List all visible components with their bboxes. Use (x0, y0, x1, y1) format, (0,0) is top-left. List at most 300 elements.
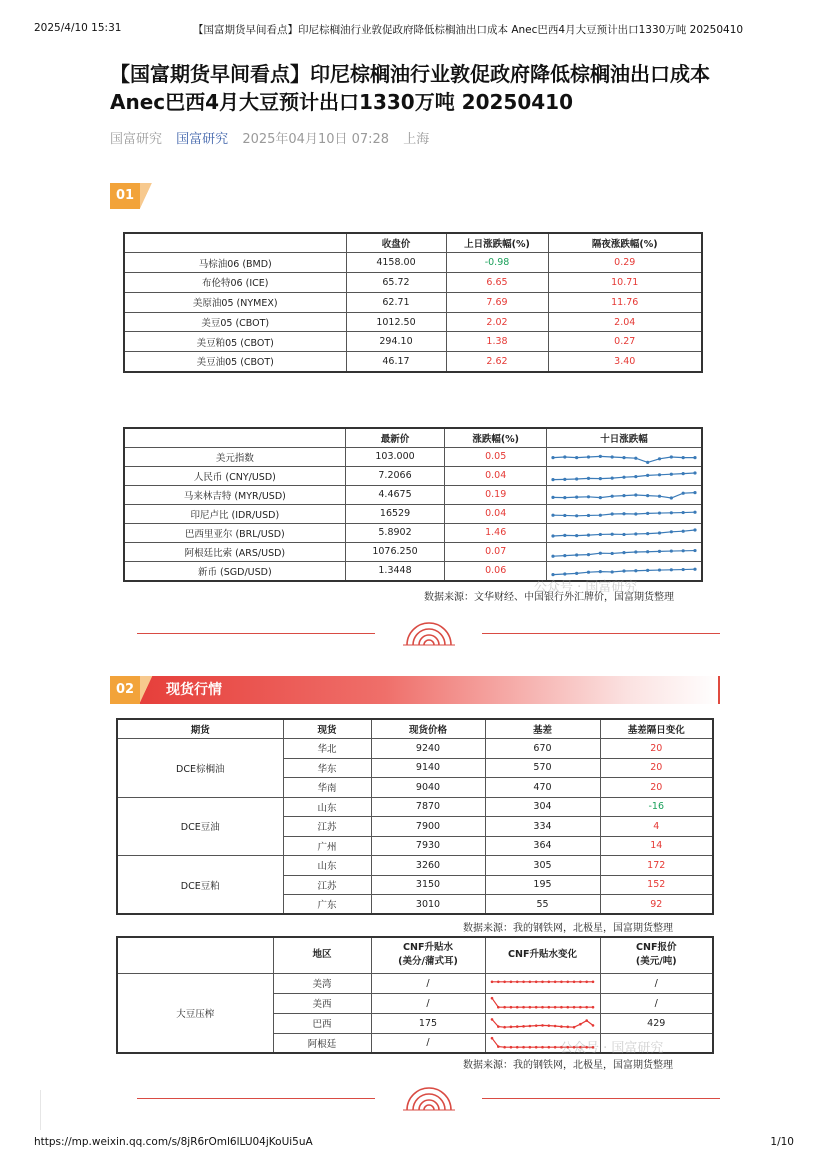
sparkline-point (497, 981, 500, 984)
cell-region: 江苏 (283, 875, 371, 895)
cell-basis: 304 (485, 797, 600, 817)
table-row (124, 523, 702, 542)
watermark: 公众号 · 国富研究 (560, 1041, 664, 1056)
sparkline-point (534, 1024, 537, 1027)
col-header: CNF报价 (美元/吨) (600, 937, 713, 973)
table-header-row (124, 233, 702, 253)
spot-table (116, 718, 714, 915)
sparkline-point (611, 512, 614, 515)
sparkline-point (682, 472, 685, 475)
cell-region: 华南 (283, 778, 371, 798)
cell-close: 65.72 (346, 273, 446, 293)
print-title: 【国富期货早间看点】印尼棕榈油行业敦促政府降低棕榈油出口成本 Anec巴西4月大豆预计出口1330万吨 20250410 (193, 24, 744, 36)
sparkline-point (693, 528, 696, 531)
cell-basis: 55 (485, 895, 600, 915)
sparkline-point (490, 981, 493, 984)
cell-overnight: 0.27 (548, 332, 702, 352)
sparkline-point (693, 567, 696, 570)
sparkline-point (553, 1025, 556, 1028)
cell-name: 美豆油05 (CBOT) (124, 352, 346, 372)
sparkline-chart (547, 467, 701, 485)
sparkline-point (551, 534, 554, 537)
publish-datetime: 2025年04月10日 07:28 (242, 132, 390, 147)
divider-line (137, 633, 375, 634)
cell-close: 4158.00 (346, 253, 446, 273)
sparkline-point (547, 1024, 550, 1027)
cell-region: 广东 (283, 895, 371, 915)
sparkline-point (611, 494, 614, 497)
sparkline-point (670, 530, 673, 533)
cell-prev-change: 2.62 (446, 352, 548, 372)
sparkline-point (509, 1046, 512, 1049)
sparkline-point (599, 496, 602, 499)
sparkline-point (497, 1045, 500, 1048)
sparkline-point (658, 494, 661, 497)
sparkline-point (634, 550, 637, 553)
sparkline-point (670, 496, 673, 499)
watermark: 公众号 · 国富研究 (534, 580, 638, 595)
divider-line (137, 1098, 375, 1099)
sparkline-point (503, 1026, 506, 1029)
cell-last: 7.2066 (345, 466, 445, 485)
sparkline-point (572, 1006, 575, 1009)
table-row (124, 447, 702, 466)
location: 上海 (403, 132, 430, 147)
sparkline-point (551, 456, 554, 459)
sparkline-point (622, 475, 625, 478)
sparkline-point (591, 981, 594, 984)
col-header: 最新价 (345, 428, 445, 447)
table-row (124, 292, 702, 312)
sparkline-point (490, 997, 493, 1000)
cell-premium: / (371, 993, 485, 1013)
sparkline-point (670, 472, 673, 475)
cell-region: 美湾 (273, 973, 371, 993)
page-url[interactable]: https://mp.weixin.qq.com/s/8jR6rOml6lLU04jKoUi5uA (34, 1136, 313, 1148)
cell-close: 46.17 (346, 352, 446, 372)
sparkline-point (682, 529, 685, 532)
cell-change: 20 (600, 758, 713, 778)
col-header: 涨跌幅(%) (445, 428, 547, 447)
sparkline-point (646, 473, 649, 476)
sparkline-point (587, 533, 590, 536)
cell-overnight: 10.71 (548, 273, 702, 293)
print-datetime: 2025/4/10 15:31 (34, 22, 122, 34)
sparkline-point (551, 478, 554, 481)
col-header (124, 428, 345, 447)
sparkline-point (682, 510, 685, 513)
col-header (124, 233, 346, 253)
sparkline-point (622, 532, 625, 535)
sparkline-point (599, 454, 602, 457)
col-header: 现货价格 (371, 719, 485, 739)
sparkline-point (572, 981, 575, 984)
sparkline-chart (486, 974, 599, 992)
sparkline-point (591, 1024, 594, 1027)
account-link[interactable]: 国富研究 (176, 132, 229, 147)
sparkline-point (563, 572, 566, 575)
sparkline-point (541, 1024, 544, 1027)
sparkline-point (551, 554, 554, 557)
sparkline-point (534, 1046, 537, 1049)
sparkline-point (547, 981, 550, 984)
cell-basis: 470 (485, 778, 600, 798)
sparkline-point (575, 571, 578, 574)
cell-region: 美西 (273, 993, 371, 1013)
page-number: 1/10 (770, 1136, 794, 1148)
sparkline-point (646, 460, 649, 463)
cell-region: 广州 (283, 836, 371, 856)
sparkline-chart (547, 448, 701, 466)
cell-premium: / (371, 973, 485, 993)
cell-region: 华北 (283, 739, 371, 759)
col-header (117, 937, 273, 973)
cell-name: 马来林吉特 (MYR/USD) (124, 485, 345, 504)
table-row (124, 504, 702, 523)
table-row (117, 856, 713, 876)
sparkline-point (579, 1006, 582, 1009)
cell-basis: 670 (485, 739, 600, 759)
bar-edge (718, 676, 720, 704)
sparkline-point (547, 1006, 550, 1009)
cell-name: 阿根廷比索 (ARS/USD) (124, 542, 345, 561)
sparkline-point (575, 534, 578, 537)
cell-name: 布伦特06 (ICE) (124, 273, 346, 293)
sparkline-point (646, 550, 649, 553)
table-row (124, 273, 702, 293)
table-row (124, 466, 702, 485)
col-header: CNF升贴水变化 (485, 937, 600, 973)
cell-futures: DCE豆粕 (117, 856, 283, 915)
badge-slant (140, 676, 154, 704)
sparkline-point (560, 981, 563, 984)
sparkline-point (566, 981, 569, 984)
col-header: 基差隔日变化 (600, 719, 713, 739)
cell-name: 美豆粕05 (CBOT) (124, 332, 346, 352)
cell-change: 172 (600, 856, 713, 876)
cell-change: 0.07 (445, 542, 547, 561)
cell-change: 92 (600, 895, 713, 915)
sparkline-chart (547, 524, 701, 542)
table-row (124, 542, 702, 561)
sparkline-point (634, 569, 637, 572)
sparkline-point (682, 549, 685, 552)
fx-source-note: 数据来源：文华财经、中国银行外汇牌价，国富期货整理 (424, 592, 674, 603)
sparkline-point (693, 491, 696, 494)
cell-last: 5.8902 (345, 523, 445, 542)
sparkline-point (599, 570, 602, 573)
cell-trend (547, 542, 703, 561)
sparkline-point (599, 477, 602, 480)
print-footer (0, 1136, 826, 1150)
sparkline-point (611, 551, 614, 554)
sparkline-point (585, 981, 588, 984)
cell-basis: 364 (485, 836, 600, 856)
sparkline-point (670, 455, 673, 458)
sparkline-point (503, 1006, 506, 1009)
sparkline-point (563, 554, 566, 557)
table-row (124, 253, 702, 273)
sparkline-point (693, 456, 696, 459)
cell-close: 62.71 (346, 292, 446, 312)
sparkline-point (693, 471, 696, 474)
cell-region: 巴西 (273, 1013, 371, 1033)
cell-name: 马棕油06 (BMD) (124, 253, 346, 273)
cell-prev-change: 2.02 (446, 312, 548, 332)
sparkline-point (658, 549, 661, 552)
sparkline-chart (486, 994, 599, 1012)
cloud-ornament-icon (403, 621, 455, 647)
sparkline-point (551, 513, 554, 516)
sparkline-point (622, 551, 625, 554)
sparkline-point (693, 548, 696, 551)
badge-slant (140, 183, 154, 209)
cell-name: 人民币 (CNY/USD) (124, 466, 345, 485)
sparkline-point (599, 551, 602, 554)
cell-change: 1.46 (445, 523, 547, 542)
author: 国富研究 (110, 132, 163, 147)
col-header: 十日涨跌幅 (547, 428, 703, 447)
cell-region: 华东 (283, 758, 371, 778)
cell-futures: DCE棕榈油 (117, 739, 283, 798)
sparkline-point (587, 476, 590, 479)
sparkline-point (522, 981, 525, 984)
sparkline-point (566, 1006, 569, 1009)
cell-overnight: 11.76 (548, 292, 702, 312)
sparkline-point (541, 1006, 544, 1009)
col-header: 收盘价 (346, 233, 446, 253)
sparkline-point (563, 455, 566, 458)
sparkline-point (497, 1006, 500, 1009)
sparkline-point (522, 1025, 525, 1028)
cell-trend (547, 523, 703, 542)
sparkline-point (503, 981, 506, 984)
cell-change: 0.19 (445, 485, 547, 504)
sparkline-point (541, 1046, 544, 1049)
sparkline-point (634, 493, 637, 496)
col-header: 现货 (283, 719, 371, 739)
spot-source-note: 数据来源：我的钢铁网，北极星，国富期货整理 (463, 923, 673, 934)
cell-change: 0.06 (445, 561, 547, 581)
sparkline-point (575, 477, 578, 480)
cell-change: 20 (600, 739, 713, 759)
sparkline-point (509, 981, 512, 984)
sparkline-point (528, 981, 531, 984)
sparkline-point (515, 1025, 518, 1028)
cell-basis: 334 (485, 817, 600, 837)
cell-prev-change: 6.65 (446, 273, 548, 293)
sparkline-point (611, 476, 614, 479)
section-2-header (110, 676, 720, 704)
sparkline-chart (547, 486, 701, 504)
cell-change: 0.05 (445, 447, 547, 466)
table-row (124, 352, 702, 372)
cell-prev-change: 1.38 (446, 332, 548, 352)
sparkline-point (599, 513, 602, 516)
sparkline-point (541, 981, 544, 984)
cell-change: 4 (600, 817, 713, 837)
cell-change: 20 (600, 778, 713, 798)
col-header: 地区 (273, 937, 371, 973)
sparkline-point (575, 456, 578, 459)
sparkline-point (563, 477, 566, 480)
sparkline-chart (486, 1014, 599, 1032)
commodity-table (123, 232, 703, 373)
cloud-ornament-icon (403, 1086, 455, 1112)
sparkline-point (509, 1006, 512, 1009)
cell-quote: / (600, 993, 713, 1013)
sparkline-point (575, 495, 578, 498)
cell-basis: 305 (485, 856, 600, 876)
col-header: 期货 (117, 719, 283, 739)
cell-trend (485, 1013, 600, 1033)
sparkline-point (622, 512, 625, 515)
sparkline-point (503, 1046, 506, 1049)
article-meta (110, 128, 439, 147)
sparkline-point (515, 1046, 518, 1049)
sparkline-point (560, 1025, 563, 1028)
col-header: 基差 (485, 719, 600, 739)
cell-trend (547, 504, 703, 523)
sparkline-point (622, 494, 625, 497)
print-header (0, 22, 826, 36)
sparkline-point (658, 473, 661, 476)
cell-price: 9040 (371, 778, 485, 798)
sparkline-chart (547, 543, 701, 561)
divider-line (482, 633, 720, 634)
cell-name: 巴西里亚尔 (BRL/USD) (124, 523, 345, 542)
sparkline-point (572, 1026, 575, 1029)
sparkline-point (522, 1046, 525, 1049)
sparkline-point (528, 1006, 531, 1009)
sparkline-point (658, 531, 661, 534)
cell-price: 7900 (371, 817, 485, 837)
sparkline-point (658, 511, 661, 514)
fx-table (123, 427, 703, 582)
table-row (117, 973, 713, 993)
cell-change: 152 (600, 875, 713, 895)
sparkline-point (682, 491, 685, 494)
section-number: 01 (110, 183, 140, 209)
col-header: 隔夜涨跌幅(%) (548, 233, 702, 253)
sparkline-point (634, 475, 637, 478)
sparkline-point (591, 1006, 594, 1009)
sparkline-point (622, 456, 625, 459)
sparkline-point (670, 511, 673, 514)
sparkline-point (490, 1037, 493, 1040)
table-row (124, 332, 702, 352)
margin-rule (40, 1090, 41, 1130)
section-number: 02 (110, 676, 140, 704)
sparkline-point (599, 532, 602, 535)
cell-price: 7870 (371, 797, 485, 817)
sparkline-point (553, 1006, 556, 1009)
sparkline-point (563, 513, 566, 516)
section-divider (137, 621, 720, 647)
cell-close: 294.10 (346, 332, 446, 352)
sparkline-point (551, 495, 554, 498)
section-divider (137, 1086, 720, 1112)
section-1-badge (110, 183, 150, 209)
cell-region: 阿根廷 (273, 1033, 371, 1053)
cell-change: 14 (600, 836, 713, 856)
sparkline-point (611, 455, 614, 458)
sparkline-point (646, 494, 649, 497)
cell-last: 103.000 (345, 447, 445, 466)
sparkline-point (528, 1046, 531, 1049)
cell-last: 1076.250 (345, 542, 445, 561)
sparkline-point (611, 570, 614, 573)
cell-region: 山东 (283, 797, 371, 817)
cell-name: 美豆05 (CBOT) (124, 312, 346, 332)
sparkline-point (585, 1019, 588, 1022)
sparkline-point (693, 510, 696, 513)
cell-price: 7930 (371, 836, 485, 856)
sparkline-point (563, 496, 566, 499)
sparkline-point (566, 1026, 569, 1029)
sparkline-point (522, 1006, 525, 1009)
sparkline-point (563, 533, 566, 536)
sparkline-point (579, 1023, 582, 1026)
cell-trend (485, 973, 600, 993)
cell-close: 1012.50 (346, 312, 446, 332)
cell-name: 美元指数 (124, 447, 345, 466)
cell-premium: 175 (371, 1013, 485, 1033)
sparkline-point (509, 1026, 512, 1029)
table-header-row (117, 937, 713, 973)
cell-last: 4.4675 (345, 485, 445, 504)
cell-trend (547, 485, 703, 504)
cell-change: 0.04 (445, 504, 547, 523)
cell-trend (485, 993, 600, 1013)
sparkline-point (547, 1046, 550, 1049)
sparkline-point (658, 457, 661, 460)
section-title: 现货行情 (166, 682, 222, 698)
sparkline-point (515, 981, 518, 984)
cell-region: 江苏 (283, 817, 371, 837)
sparkline-point (587, 553, 590, 556)
cell-change: 0.04 (445, 466, 547, 485)
cell-overnight: 2.04 (548, 312, 702, 332)
sparkline-point (587, 495, 590, 498)
sparkline-point (670, 549, 673, 552)
cell-last: 16529 (345, 504, 445, 523)
sparkline-point (575, 553, 578, 556)
cell-prev-change: -0.98 (446, 253, 548, 273)
crush-source-note: 数据来源：我的钢铁网，北极星，国富期货整理 (463, 1060, 673, 1071)
cell-basis: 570 (485, 758, 600, 778)
divider-line (482, 1098, 720, 1099)
sparkline-point (553, 1046, 556, 1049)
sparkline-point (658, 568, 661, 571)
cell-trend (547, 466, 703, 485)
sparkline-point (611, 532, 614, 535)
cell-futures: DCE豆油 (117, 797, 283, 856)
cell-price: 3010 (371, 895, 485, 915)
sparkline-point (497, 1025, 500, 1028)
sparkline-point (634, 456, 637, 459)
sparkline-point (646, 532, 649, 535)
cell-last: 1.3448 (345, 561, 445, 581)
sparkline-point (575, 514, 578, 517)
sparkline-point (553, 981, 556, 984)
cell-name: 印尼卢比 (IDR/USD) (124, 504, 345, 523)
cell-quote: / (600, 973, 713, 993)
sparkline-point (560, 1006, 563, 1009)
sparkline-point (587, 455, 590, 458)
cell-price: 3260 (371, 856, 485, 876)
sparkline-point (534, 1006, 537, 1009)
